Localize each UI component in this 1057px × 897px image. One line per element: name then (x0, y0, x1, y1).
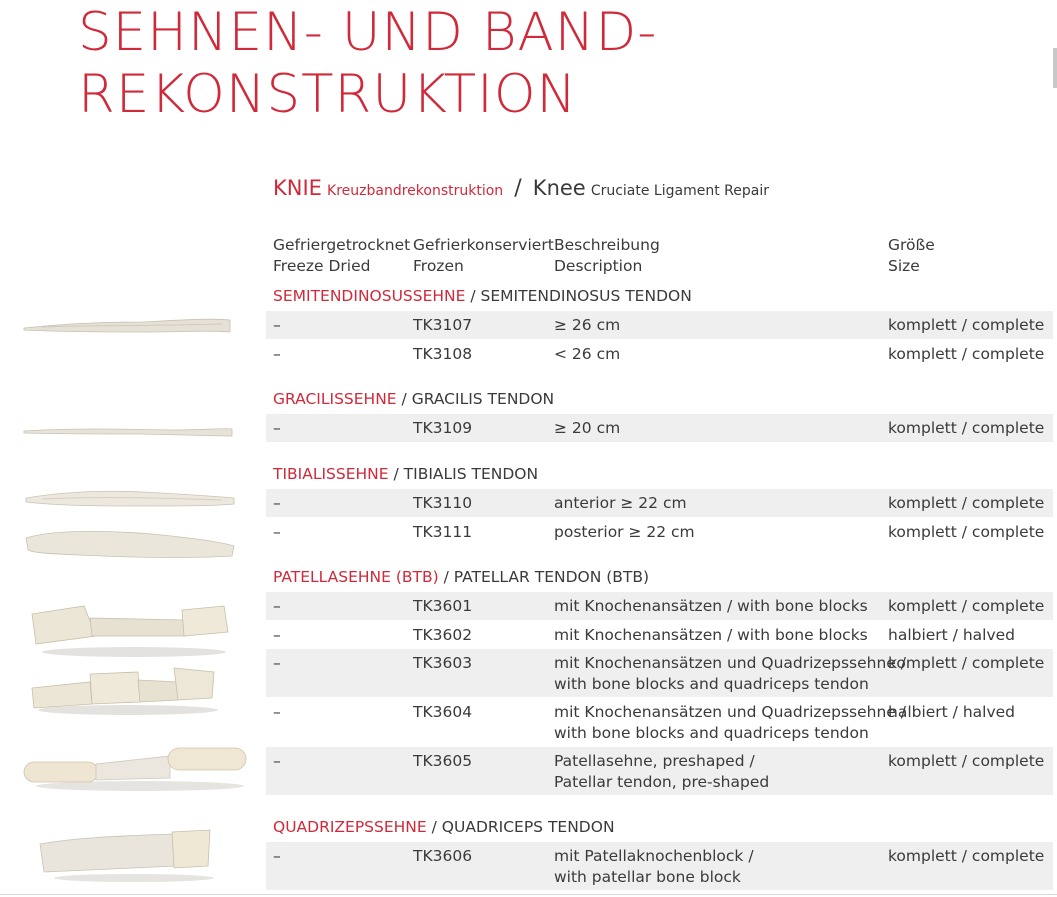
cell-freeze-dried: – (273, 419, 281, 437)
tibialis-anterior-tendon-image (22, 484, 238, 514)
cell-description (554, 702, 906, 744)
cell-frozen: TK3107 (413, 316, 473, 334)
cell-size: komplett / complete (888, 523, 1045, 541)
group-title-de: SEMITENDINOSUSSEHNE (273, 287, 466, 305)
cell-freeze-dried: – (273, 626, 281, 644)
page-title (78, 2, 657, 126)
column-header-en: Frozen (413, 257, 464, 275)
title-line-2: REKONSTRUKTION (78, 64, 578, 125)
cell-frozen: TK3109 (413, 419, 473, 437)
cell-size: komplett / complete (888, 494, 1045, 512)
cell-description-line-2: with bone blocks and quadriceps tendon (554, 675, 869, 693)
cell-frozen: TK3606 (413, 847, 473, 865)
cell-size: komplett / complete (888, 316, 1045, 334)
cell-description: mit Knochenansätzen / with bone blocks (554, 626, 868, 644)
column-header-de: Beschreibung (554, 236, 660, 254)
patellar-tendon-complete-image (24, 596, 232, 658)
group-title-en-text: PATELLAR TENDON (BTB) (453, 568, 650, 586)
cell-freeze-dried: – (273, 494, 281, 512)
cell-description-line-1: Patellasehne, preshaped / (554, 752, 755, 770)
table-row (266, 842, 1053, 890)
group-title-en: / GRACILIS TENDON (401, 390, 555, 408)
column-header-de: Gefrierkonserviert (413, 236, 554, 254)
cell-size: halbiert / halved (888, 626, 1016, 644)
cell-frozen: TK3601 (413, 597, 473, 615)
column-header-en: Description (554, 257, 643, 275)
cell-description: < 26 cm (554, 345, 621, 363)
group-title-gracilis (273, 390, 554, 408)
cell-description (554, 846, 754, 888)
cell-frozen: TK3602 (413, 626, 473, 644)
bottom-divider (0, 894, 1057, 895)
table-row (266, 414, 1053, 442)
cell-frozen: TK3111 (413, 523, 473, 541)
cell-freeze-dried: – (273, 752, 281, 770)
column-header-de: Größe (888, 236, 935, 254)
table-row (266, 489, 1053, 517)
cell-description: ≥ 20 cm (554, 419, 621, 437)
group-title-quadriceps (273, 818, 615, 836)
cell-freeze-dried: – (273, 654, 281, 672)
group-title-de: GRACILISSEHNE (273, 390, 397, 408)
cell-size: komplett / complete (888, 597, 1045, 615)
table-row (266, 649, 1053, 697)
cell-freeze-dried: – (273, 316, 281, 334)
column-header-description (554, 235, 660, 277)
column-header-de: Gefriergetrocknet (273, 236, 411, 254)
cell-frozen: TK3110 (413, 494, 473, 512)
table-row (266, 592, 1053, 620)
section-de-sub: Kreuzbandrekonstruktion (327, 183, 504, 199)
cell-size: komplett / complete (888, 419, 1045, 437)
column-header-frozen (413, 235, 554, 277)
cell-size: komplett / complete (888, 752, 1045, 770)
section-en: Knee (532, 176, 586, 200)
gracilis-tendon-image (22, 418, 234, 444)
group-title-en-text: SEMITENDINOSUS TENDON (480, 287, 692, 305)
cell-description: anterior ≥ 22 cm (554, 494, 687, 512)
cell-description-line-1: mit Knochenansätzen und Quadrizepssehne / (554, 703, 906, 721)
patellar-tendon-quadriceps-image (28, 660, 224, 716)
cell-frozen: TK3603 (413, 654, 473, 672)
cell-freeze-dried: – (273, 847, 281, 865)
column-header-size (888, 235, 935, 277)
cell-description-line-1: mit Patellaknochenblock / (554, 847, 754, 865)
group-title-en-text: GRACILIS TENDON (411, 390, 555, 408)
group-title-de: TIBIALISSEHNE (273, 465, 389, 483)
tibialis-posterior-tendon-image (22, 524, 238, 566)
cell-freeze-dried: – (273, 345, 281, 363)
group-title-en: / TIBIALIS TENDON (393, 465, 539, 483)
cell-description-line-2: Patellar tendon, pre-shaped (554, 773, 770, 791)
cell-frozen: TK3605 (413, 752, 473, 770)
group-title-de: QUADRIZEPSSEHNE (273, 818, 427, 836)
table-row (266, 340, 1053, 368)
cell-size: halbiert / halved (888, 703, 1016, 721)
title-line-1: SEHNEN- UND BAND- (78, 2, 658, 63)
group-title-en: / QUADRICEPS TENDON (431, 818, 615, 836)
cell-description (554, 653, 906, 695)
table-row (266, 747, 1053, 795)
group-title-en-text: QUADRICEPS TENDON (441, 818, 615, 836)
table-row (266, 621, 1053, 648)
section-heading (273, 176, 769, 201)
column-header-freeze-dried (273, 235, 410, 277)
group-title-en: / SEMITENDINOSUS TENDON (470, 287, 692, 305)
section-de: KNIE (273, 176, 322, 200)
quadriceps-tendon-image (34, 826, 214, 884)
page-edge (1053, 48, 1057, 88)
cell-freeze-dried: – (273, 703, 281, 721)
table-row (266, 698, 1053, 746)
cell-description-line-2: with patellar bone block (554, 868, 741, 886)
cell-description: mit Knochenansätzen / with bone blocks (554, 597, 868, 615)
cell-description-line-2: with bone blocks and quadriceps tendon (554, 724, 869, 742)
column-header-en: Freeze Dried (273, 257, 371, 275)
cell-description: ≥ 26 cm (554, 316, 621, 334)
table-row (266, 518, 1053, 546)
semitendinosus-tendon-image (22, 310, 234, 342)
section-separator: / (514, 176, 522, 201)
cell-size: komplett / complete (888, 847, 1045, 865)
patellar-tendon-preshaped-image (20, 742, 250, 792)
group-title-en: / PATELLAR TENDON (BTB) (443, 568, 650, 586)
cell-frozen: TK3604 (413, 703, 473, 721)
cell-description (554, 751, 769, 793)
group-title-en-text: TIBIALIS TENDON (403, 465, 539, 483)
column-header-en: Size (888, 257, 920, 275)
group-title-patellar (273, 568, 649, 586)
cell-description-line-1: mit Knochenansätzen und Quadrizepssehne / (554, 654, 906, 672)
group-title-tibialis (273, 465, 538, 483)
group-title-de: PATELLASEHNE (BTB) (273, 568, 439, 586)
cell-description: posterior ≥ 22 cm (554, 523, 695, 541)
group-title-semitendinosus (273, 287, 692, 305)
table-row (266, 311, 1053, 339)
section-en-sub: Cruciate Ligament Repair (590, 183, 769, 199)
cell-freeze-dried: – (273, 523, 281, 541)
cell-frozen: TK3108 (413, 345, 473, 363)
cell-freeze-dried: – (273, 597, 281, 615)
cell-size: komplett / complete (888, 345, 1045, 363)
cell-size: komplett / complete (888, 654, 1045, 672)
